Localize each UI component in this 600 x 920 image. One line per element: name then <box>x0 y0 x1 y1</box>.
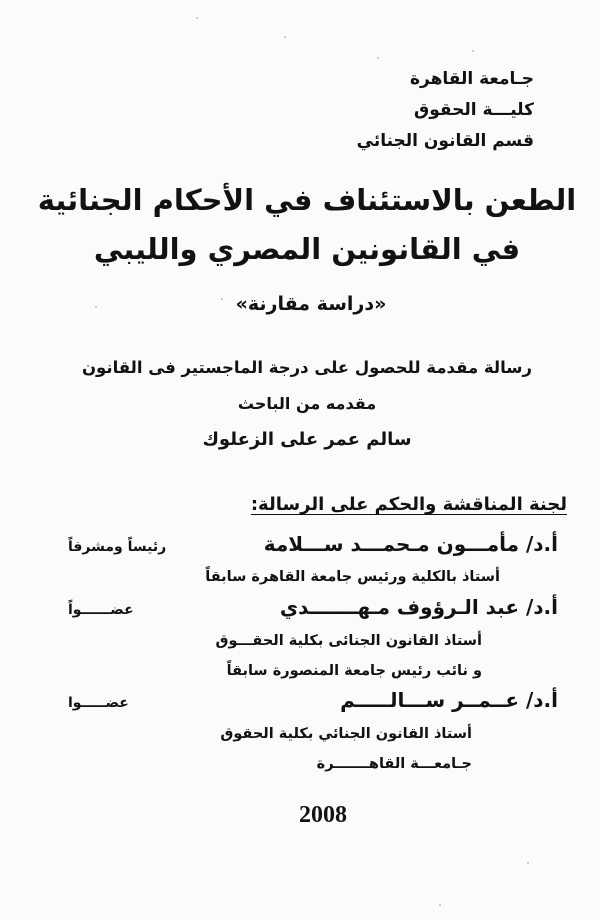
member-1-details <box>0 563 600 591</box>
member-2-details <box>0 626 600 686</box>
member-2-detail-line-2: و نائب رئيس جامعة المنصورة سابقاً <box>226 663 482 679</box>
thesis-title <box>0 176 600 274</box>
committee-member-1 <box>0 532 600 591</box>
institution-header <box>357 64 534 157</box>
scan-noise-speck <box>284 36 286 38</box>
member-1-role: رئيساً ومشرفاً <box>68 539 167 555</box>
committee-member-2 <box>0 595 600 686</box>
scan-noise-speck <box>95 306 97 308</box>
member-2-detail-line-1: أستاذ القانون الجنائى بكلية الحقـــوق <box>215 633 482 649</box>
member-name-row <box>0 595 600 619</box>
thesis-title-line2: في القانونين المصري والليبي <box>93 232 521 266</box>
member-1-name: أ.د/ مأمـــون مـحمـــد ســـلامة <box>263 532 558 556</box>
member-3-role: عضـــــوا <box>68 695 129 711</box>
member-2-name: أ.د/ عبد الـرؤوف مـهـــــــدي <box>279 595 558 619</box>
scan-noise-speck <box>439 904 441 906</box>
thesis-statement-block <box>0 350 600 458</box>
member-1-detail-line: أستاذ بالكلية ورئيس جامعة القاهرة سابقاً <box>205 569 500 585</box>
department-name: قسم القانون الجنائي <box>356 131 534 151</box>
member-name-row <box>0 532 600 556</box>
scan-noise-speck <box>377 57 379 59</box>
member-3-detail-line-2: جـامعـــة القاهـــــــرة <box>316 756 472 772</box>
publication-year: 2008 <box>299 802 347 828</box>
scan-noise-speck <box>527 862 529 864</box>
comparative-study-subtitle: «دراسة مقارنة» <box>235 293 387 315</box>
presented-by-label: مقدمه من الباحث <box>237 394 377 413</box>
university-name: جـامعة القاهرة <box>409 69 534 89</box>
member-name-row <box>0 688 600 712</box>
faculty-name: كليـــة الحقوق <box>414 100 534 120</box>
member-3-detail-line-1: أستاذ القانون الجنائي بكلية الحقوق <box>220 726 472 742</box>
member-3-details <box>0 719 600 779</box>
committee-heading: لجنة المناقشة والحكم على الرسالة: <box>250 494 567 515</box>
thesis-title-line1: الطعن بالاستئناف في الأحكام الجنائية <box>37 183 577 217</box>
committee-member-3 <box>0 688 600 779</box>
degree-statement: رسالة مقدمة للحصول على درجة الماجستير فى القانون <box>81 358 533 377</box>
scan-noise-speck <box>472 50 474 52</box>
member-2-role: عضــــــواً <box>68 602 134 618</box>
researcher-name: سالم عمر على الزعلوك <box>202 429 412 450</box>
scan-noise-speck <box>196 17 198 19</box>
scan-noise-speck <box>221 298 223 300</box>
member-3-name: أ.د/ عــمــر ســـالـــــم <box>340 688 558 712</box>
